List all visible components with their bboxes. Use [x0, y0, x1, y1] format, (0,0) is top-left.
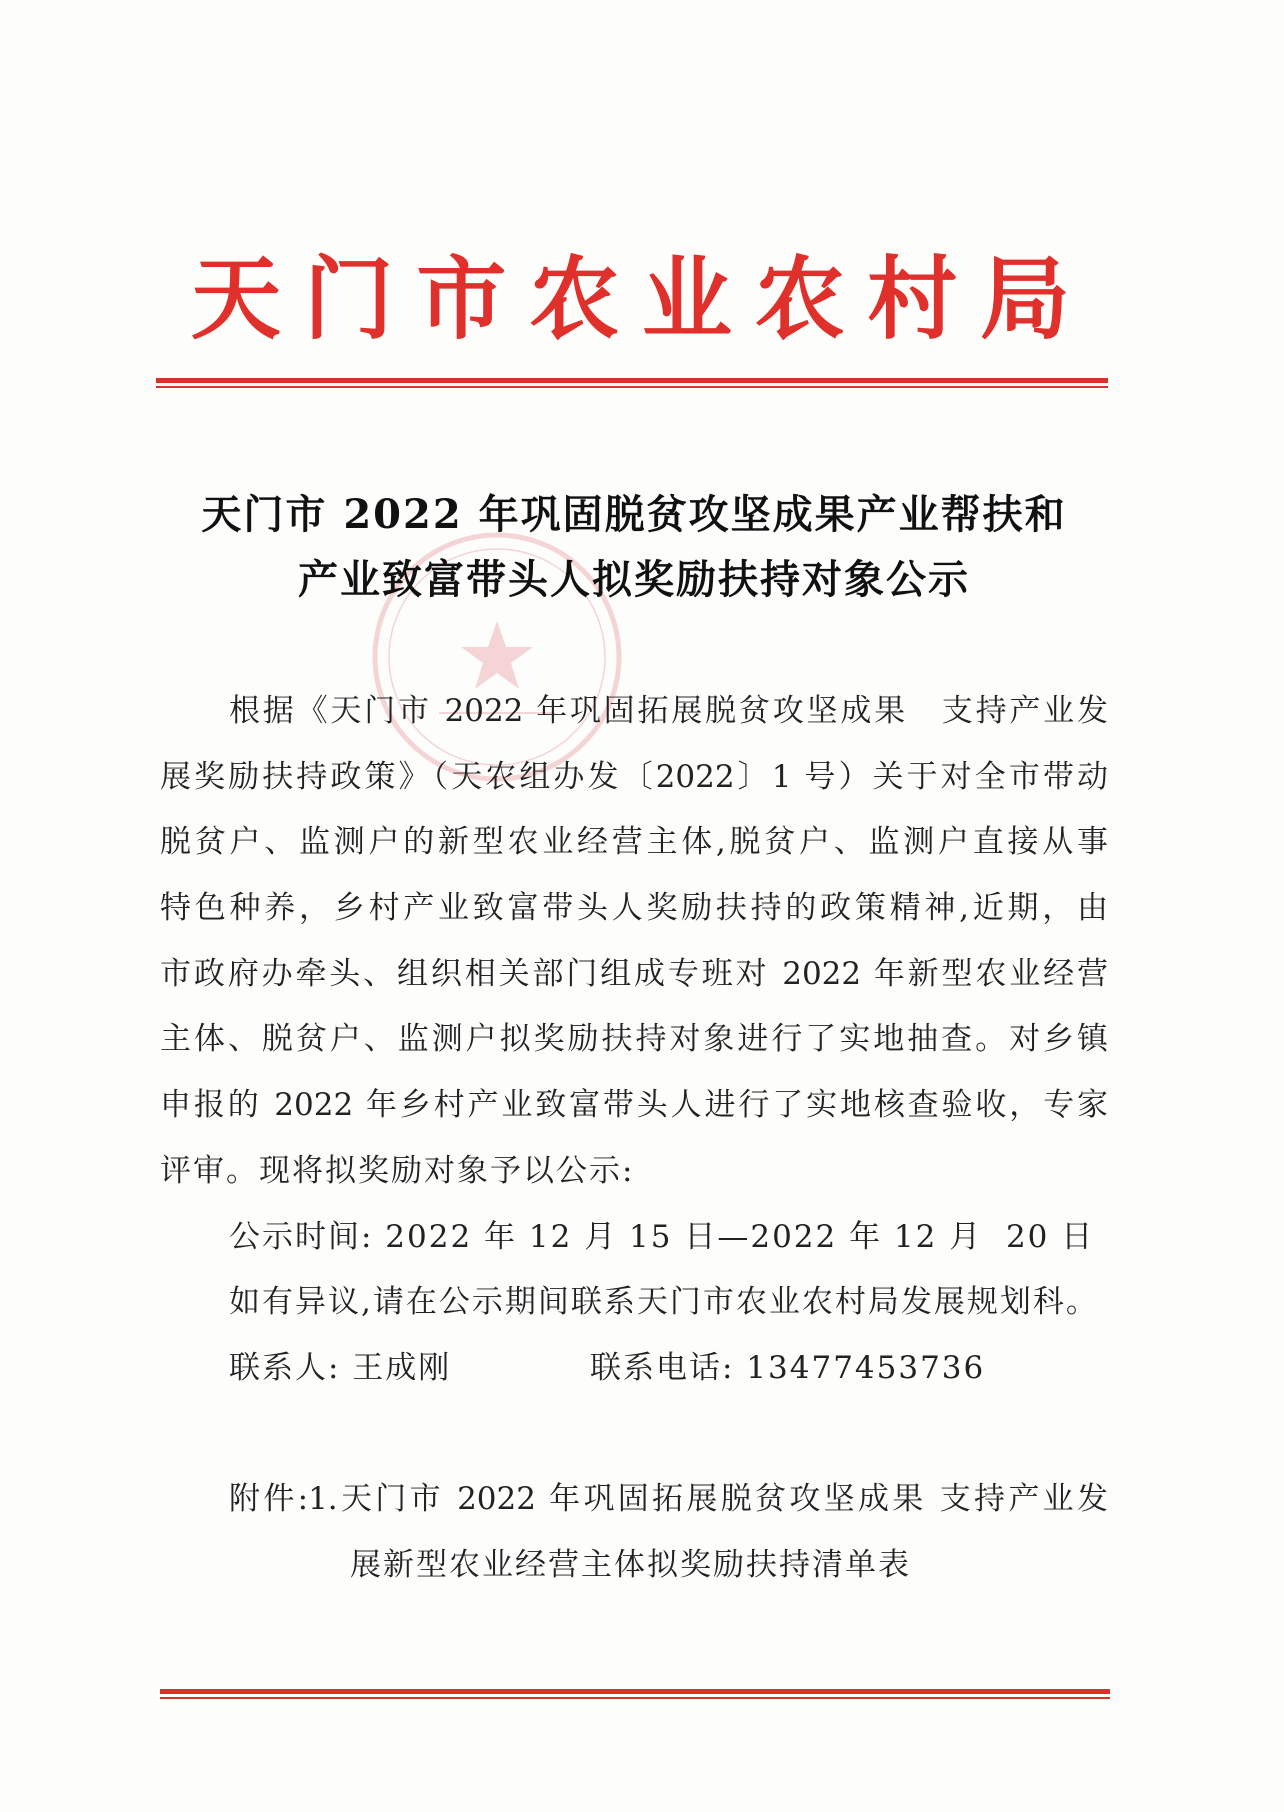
letterhead-rule-thick	[156, 378, 1108, 383]
notice-title-line-2: 产业致富带头人拟奖励扶持对象公示	[298, 556, 970, 603]
footer-rule-thin	[160, 1697, 1110, 1699]
notice-title-line-1: 天门市 2022 年巩固脱贫攻坚成果产业帮扶和	[201, 491, 1067, 538]
objection-note: 如有异议,请在公示期间联系天门市农业农村局发展规划科。	[229, 1284, 1099, 1321]
publicity-period: 公示时间: 2022 年 12 月 15 日—2022 年 12 月 20 日	[229, 1218, 1095, 1255]
contact-phone: 联系电话: 13477453736	[590, 1349, 986, 1386]
letterhead-rule-thin	[156, 386, 1108, 388]
paragraph-line: 根据《天门市 2022 年巩固拓展脱贫攻坚成果 支持产业发	[229, 693, 1108, 729]
paragraph-line: 申报的 2022 年乡村产业致富带头人进行了实地核查验收，专家	[160, 1087, 1108, 1124]
paragraph-line: 脱贫户、监测户的新型农业经营主体,脱贫户、监测户直接从事	[160, 824, 1108, 861]
attachment-line-2: 展新型农业经营主体拟奖励扶持清单表	[350, 1546, 911, 1583]
contact-person: 联系人: 王成刚	[229, 1349, 452, 1386]
paragraph-line: 评审。现将拟奖励对象予以公示:	[160, 1152, 635, 1189]
paragraph-line: 主体、脱贫户、监测户拟奖励扶持对象进行了实地抽查。对乡镇	[160, 1021, 1108, 1058]
paragraph-line: 展奖励扶持政策》（天农组办发〔2022〕1 号）关于对全市带动	[160, 758, 1108, 795]
paragraph-line: 市政府办牵头、组织相关部门组成专班对 2022 年新型农业经营	[160, 955, 1108, 992]
notice-body	[160, 679, 1108, 1599]
agency-letterhead: 天门市农业农村局	[191, 249, 1070, 349]
attachment-line-1: 附件:1.天门市 2022 年巩固拓展脱贫攻坚成果 支持产业发	[229, 1481, 1108, 1518]
footer-rule-thick	[160, 1689, 1110, 1694]
contact-line	[160, 1336, 1108, 1402]
paragraph-line: 特色种养，乡村产业致富带头人奖励扶持的政策精神,近期，由	[160, 890, 1108, 927]
notice-title	[0, 482, 1268, 612]
